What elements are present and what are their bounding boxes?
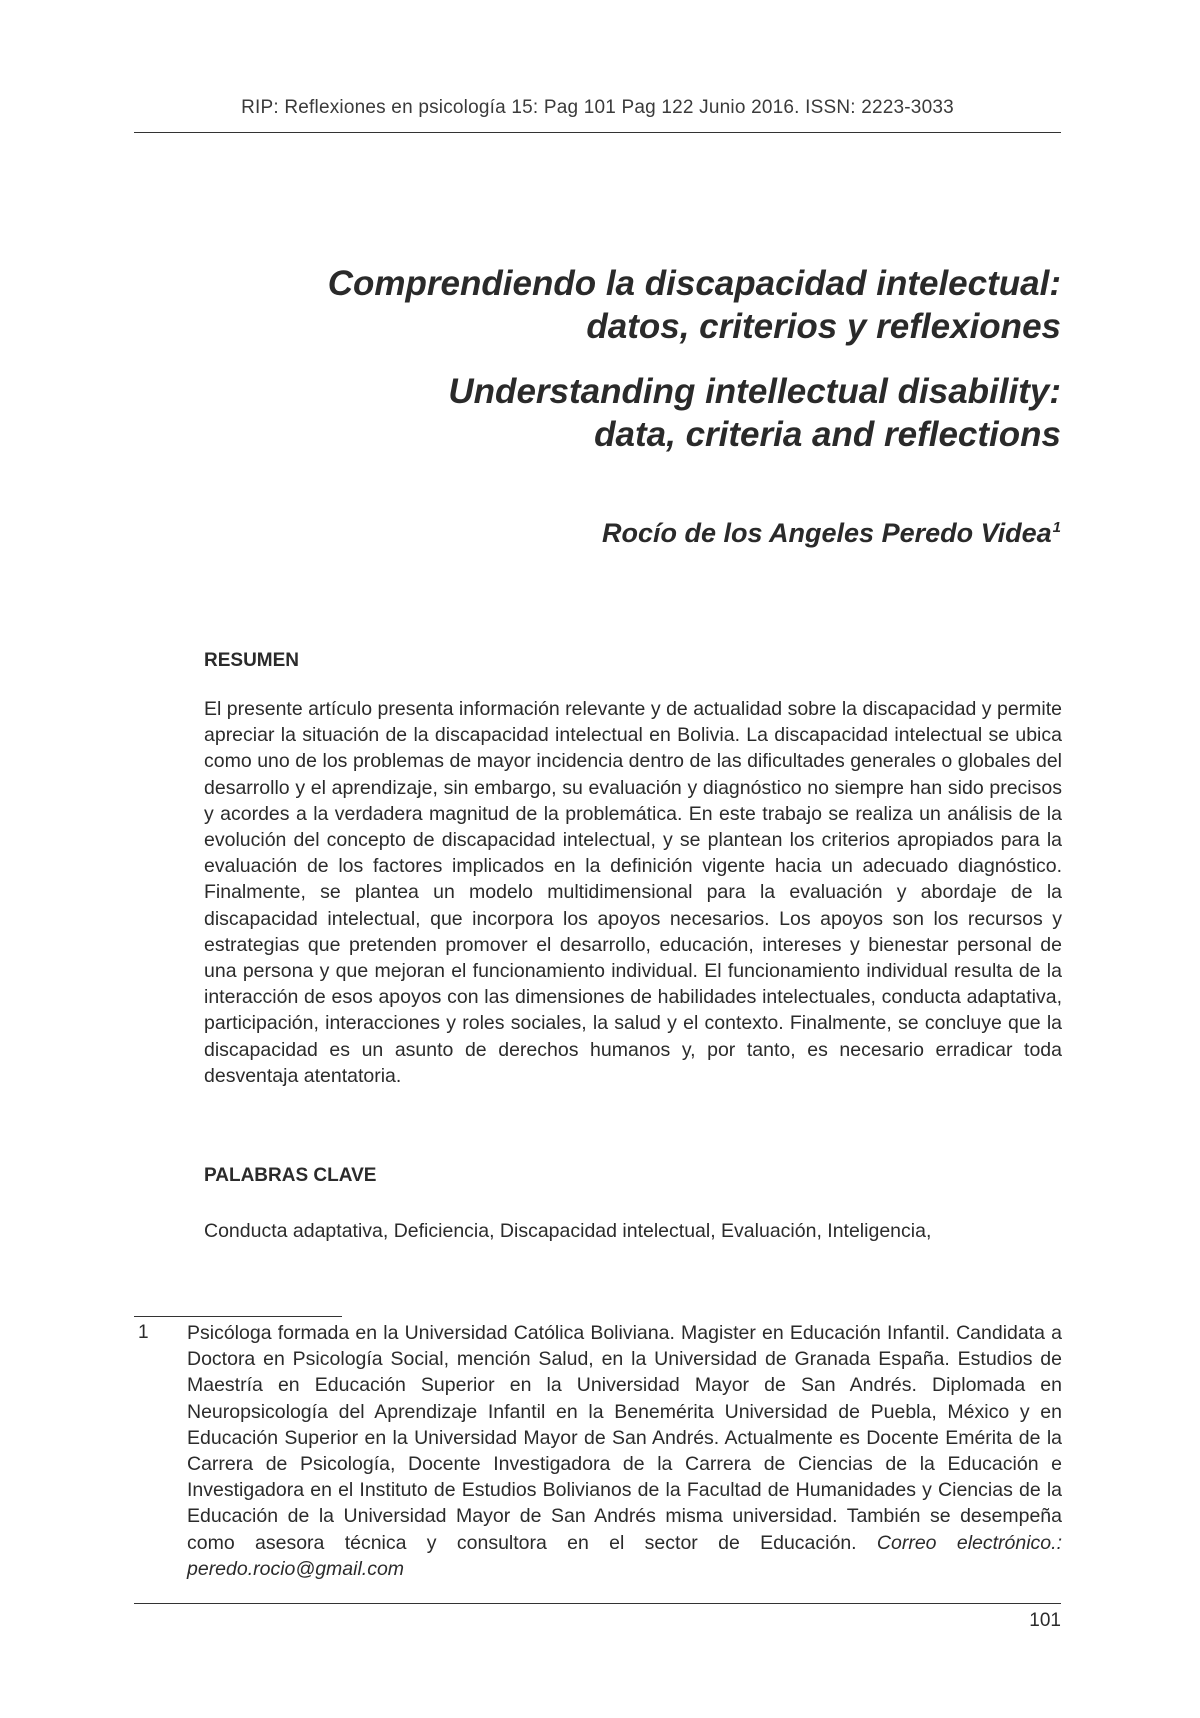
title-spanish <box>200 262 1061 348</box>
title-english-line-2: data, criteria and reflections <box>594 415 1061 454</box>
footnote-separator <box>134 1316 342 1317</box>
footnote-number: 1 <box>138 1322 149 1343</box>
title-spanish-line-2: datos, criterios y reflexiones <box>586 307 1061 346</box>
running-header: RIP: Reflexiones en psicología 15: Pag 101 Pag 122 Junio 2016. ISSN: 2223-3033 <box>241 97 954 118</box>
abstract-text: El presente artículo presenta información relevante y de actualidad sobre la discapacidad y permite apreciar la situación de la discapacidad intelectual en Bolivia. La discapacidad intelectual se ubica como uno de los problemas de mayor incidencia dentro de las dificultades generales o globales del desarrollo y el aprendizaje, sin embargo, su evaluación y diagnóstico no siempre han sido precisos y acordes a la verdadera magnitud de la problemática. En este trabajo se realiza un análisis de la evolución del concepto de discapacidad intelectual, y se plantean los criterios apropiados para la evaluación de los factores implicados en la definición vigente hacia un adecuado diagnóstico. Finalmente, se plantea un modelo multidimensional para la evaluación y abordaje de la discapacidad intelectual, que incorpora los apoyos necesarios. Los apoyos son los recursos y estrategias que pretenden promover el desarrollo, educación, intereses y bienestar personal de una persona y que mejoran el funcionamiento individual. El funcionamiento individual resulta de la interacción de esos apoyos con las dimensiones de habilidades intelectuales, conducta adaptativa, participación, interacciones y roles sociales, la salud y el contexto. Finalmente, se concluye que la discapacidad es un asunto de derechos humanos y, por tanto, es necesario erradicar toda desventaja atentatoria. <box>204 698 1062 1087</box>
title-english <box>200 370 1061 456</box>
footer-rule <box>134 1603 1061 1604</box>
author-name: Rocío de los Angeles Peredo Videa <box>602 518 1052 548</box>
footnote-body: Psicóloga formada en la Universidad Católica Boliviana. Magister en Educación Infantil. Candidata a Doctora en Psicología Social, mención Salud, en la Universidad de Granada España. Estudios de Maestría en Educación Superior en la Universidad Mayor de San Andrés. Diplomada en Neuropsicología del Aprendizaje Infantil en la Benemérita Universidad de Puebla, México y en Educación Superior en la Universidad Mayor de San Andrés. Actualmente es Docente Emérita de la Carrera de Psicología, Docente Investigadora de la Carrera de Ciencias de la Educación e Investigadora en el Instituto de Estudios Bolivianos de la Facultad de Humanidades y Ciencias de la Educación de la Universidad Mayor de San Andrés misma universidad. También se desempeña como asesora técnica y consultora en el sector de Educación. <box>187 1322 1062 1554</box>
keywords-text: Conducta adaptativa, Deficiencia, Discapacidad intelectual, Evaluación, Inteligencia, <box>204 1220 932 1242</box>
title-english-line-1: Understanding intellectual disability: <box>448 372 1061 411</box>
author-byline <box>200 518 1061 549</box>
footnote-email-label: Correo electrónico.: <box>876 1531 1062 1554</box>
page-number: 101 <box>1029 1610 1061 1631</box>
header-rule <box>134 132 1061 133</box>
author-footnote-mark[interactable]: 1 <box>1052 519 1061 536</box>
footnote-email-link[interactable]: peredo.rocio@gmail.com <box>187 1557 405 1580</box>
keywords-heading: PALABRAS CLAVE <box>204 1165 377 1186</box>
footnote-text <box>187 1320 1062 1582</box>
title-spanish-line-1: Comprendiendo la discapacidad intelectual: <box>327 264 1061 303</box>
abstract-heading: RESUMEN <box>204 650 300 671</box>
